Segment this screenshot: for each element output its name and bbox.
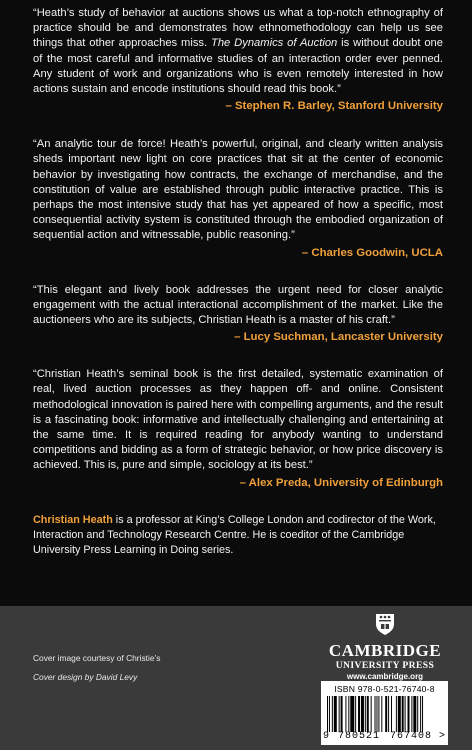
barcode-bar-21: [391, 696, 392, 732]
review-attribution-2: – Charles Goodwin, UCLA: [301, 246, 443, 259]
review-attribution-1: – Stephen R. Barley, Stanford University: [225, 100, 443, 113]
barcode-bar-14: [371, 696, 372, 732]
barcode-bar-15: [375, 696, 376, 732]
review-quote-2: “An analytic tour de force! Heath’s powerful, original, and clearly written analysis sheds important new light on core practices that sit at the center of economic behavior by investigating how contracts, the exchange of merchandise, and the constitution of value are established through public interactive practice. This is perhaps the most intensive study that has yet appeared of how a specific, most consequential activity system is constituted through the embodied organization of sequential action and witnessable, public reasoning.”: [33, 138, 443, 242]
barcode-digit-lead: 9: [323, 731, 330, 742]
cover-image-credit: Cover image courtesy of Christie’s: [33, 653, 161, 663]
barcode-bar-6: [345, 696, 346, 732]
publisher-name-line2: UNIVERSITY PRESS: [335, 660, 435, 671]
review-quote-1: “Heath’s study of behavior at auctions shows us what a top-notch ethnography of practice should be and demonstrates how ethnomethodology can help us see things that other approaches miss. The Dynamics of Auction is without doubt one of the most careful and informative studies of an interaction order ever penned. Any student of work and organizations who is even remotely interested in how actions sustain and encode institutions should read this book.”: [33, 7, 444, 96]
review-quote-3: “This elegant and lively book addresses the urgent need for closer analytic engagement with the actual interactional accomplishment of the market. Like the auctioneers who are its subjects, Christian Heath is a master of his craft.”: [33, 283, 443, 327]
barcode-bar-24: [402, 696, 404, 732]
barcode-bar-31: [422, 696, 423, 732]
barcode-digits: [323, 731, 446, 742]
review-blurbs: [33, 6, 443, 558]
barcode-bar-17: [378, 696, 379, 732]
review-quote-4: “Christian Heath’s seminal book is the first detailed, systematic examination of real, lived auction processes as they happen off- and online. Consistent methodological innovation is paired here with compelling arguments, and the result is a fascinating book: informative and intellectually challenging and entertaining at the same time. It is required reading for anybody wanting to understand competitions and bidding as a form of strategic behavior, or how price discovery is achieved. This is, pure and simple, sociology at its best.”: [33, 368, 443, 472]
publisher-website: www.cambridge.org: [346, 672, 424, 681]
barcode-bar-29: [417, 696, 418, 732]
barcode-bar-22: [396, 696, 397, 732]
author-bio: [33, 513, 443, 559]
barcode-bar-7: [348, 696, 349, 732]
barcode-bar-28: [413, 696, 416, 732]
barcode-bar-0: [327, 696, 328, 732]
barcode-digit-group-1: 780521: [337, 731, 380, 742]
barcode-bar-16: [376, 696, 377, 732]
cover-footer: [0, 606, 472, 750]
cover-design-credit: Cover design by David Levy: [33, 672, 138, 682]
isbn-barcode: [321, 681, 448, 745]
barcode-bar-10: [358, 696, 360, 732]
barcode-bar-13: [367, 696, 369, 732]
barcode-bar-1: [329, 696, 330, 732]
publisher-logo: [319, 612, 451, 683]
barcode-bar-20: [388, 696, 389, 732]
barcode-bar-23: [398, 696, 401, 732]
barcode-bar-30: [420, 696, 421, 732]
barcode-bar-18: [381, 696, 382, 732]
barcode-bar-9: [355, 696, 356, 732]
author-name: Christian Heath: [33, 513, 113, 526]
barcode-bar-26: [408, 696, 410, 732]
barcode-bars: [327, 696, 442, 732]
review-attribution-3: – Lucy Suchman, Lancaster University: [234, 331, 443, 344]
crest-icon: [373, 612, 397, 636]
barcode-bar-8: [350, 696, 354, 732]
isbn-number: ISBN 978-0-521-76740-8: [334, 684, 435, 694]
barcode-bar-5: [341, 696, 343, 732]
barcode-bar-4: [339, 696, 340, 732]
barcode-bar-25: [405, 696, 406, 732]
barcode-bar-19: [385, 696, 387, 732]
barcode-bar-27: [411, 696, 412, 732]
barcode-bar-11: [361, 696, 364, 732]
barcode-digit-group-2: 767408: [389, 731, 432, 742]
barcode-bar-12: [365, 696, 366, 732]
barcode-bar-3: [334, 696, 337, 732]
review-attribution-4: – Alex Preda, University of Edinburgh: [239, 476, 443, 489]
author-bio-text: is a professor at King’s College London and codirector of the Work, Interaction and Technology Research Centre. He is coeditor of the Cambridge University Press Learning in Doing series.: [33, 513, 436, 557]
publisher-name-line1: CAMBRIDGE: [328, 641, 442, 660]
barcode-end-mark: >: [438, 731, 445, 742]
book-title: The Dynamics of Auction: [211, 37, 338, 50]
barcode-bar-2: [332, 696, 333, 732]
